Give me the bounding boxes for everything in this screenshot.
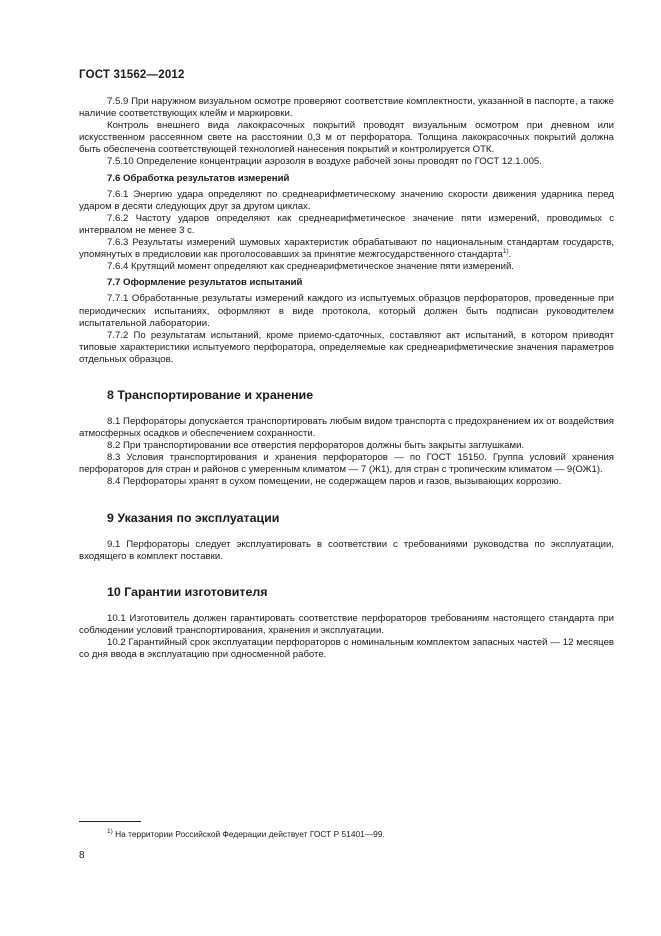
paragraph: 10.1 Изготовитель должен гарантировать соответствие перфораторов требованиям настоящего стандарта при соблюдении условий транспортирования, хранения и эксплуатации.	[79, 612, 614, 636]
section-heading: 10 Гарантии изготовителя	[107, 584, 268, 599]
paragraph: 7.6.4 Крутящий момент определяют как среднеарифметическое значение пяти измерений.	[107, 261, 514, 273]
paragraph: 7.6.1 Энергию удара определяют по среднеарифметическому значению скорости движения ударника перед ударом в десяти следующих друг за другом циклах.	[79, 188, 614, 212]
footnote-mark: 1)	[107, 828, 113, 836]
paragraph: 8.2 При транспортировании все отверстия перфораторов должны быть закрыты заглушками.	[107, 440, 525, 452]
paragraph: 10.2 Гарантийный срок эксплуатации перфораторов с номинальным комплектом запасных частей — 12 месяцев со дня ввода в эксплуатацию при односменной работе.	[79, 636, 614, 660]
paragraph: 7.5.9 При наружном визуальном осмотре проверяют соответствие комплектности, указанной в паспорте, а также наличие соответствующих клейм и маркировки.	[79, 96, 614, 120]
paragraph: 9.1 Перфораторы следует эксплуатировать в соответствии с требованиями руководства по эксплуатации, входящего в комплект поставки.	[79, 538, 614, 562]
section-heading: 8 Транспортирование и хранение	[107, 387, 314, 402]
paragraph-tail: .	[508, 249, 512, 261]
paragraph: 7.7.2 По результатам испытаний, кроме приемо-сдаточных, составляют акт испытаний, в котором приводят типовые характеристики испытуемого перфоратора, определяемые как среднеарифметические значения параметров отдельных образцов.	[79, 329, 614, 365]
paragraph: 8.4 Перфораторы хранят в сухом помещении, не содержащем паров и газов, вызывающих коррозию.	[107, 476, 562, 488]
paragraph: Контроль внешнего вида лакокрасочных покрытий проводят визуальным осмотром при дневном или искусственном рассеянном свете на расстоянии 0,3 м от перфоратора. Толщина лакокрасочных покрытий должна быть обеспечена соответствующей технологией нанесения покрытий и контролируется ОТК.	[79, 120, 614, 156]
paragraph: 8.1 Перфораторы допускается транспортировать любым видом транспорта с предохранением их от воздействия атмосферных осадков и обеспечением сохранности.	[79, 415, 614, 440]
footnote-reference: 1)	[502, 247, 509, 255]
paragraph	[79, 237, 614, 261]
paragraph-text: 7.6.3 Результаты измерений шумовых характеристик обрабатывают по национальным стандартам государств, упомянутых в предисловии как проголосовавших за принятие межгосударственного стандарта	[79, 237, 614, 261]
footnote-divider	[79, 821, 141, 822]
page-number: 8	[79, 850, 85, 861]
footnote	[107, 829, 385, 840]
paragraph: 8.3 Условия транспортирования и хранения перфораторов — по ГОСТ 15150. Группа условий хранения перфораторов для стран и районов с умеренным климатом — 7 (Ж1), для стран с тропическим климатом — 9(ОЖ1).	[79, 452, 614, 476]
document-header: ГОСТ 31562—2012	[79, 69, 185, 81]
paragraph: 7.7.1 Обработанные результаты измерений каждого из испытуемых образцов перфораторов, проведенные при периодических испытаниях, оформляют в виде протокола, который должен быть подписан руководителем испытательной лаборатории.	[79, 293, 614, 329]
subsection-heading: 7.7 Оформление результатов испытаний	[107, 277, 303, 289]
footnote-text: На территории Российской Федерации действует ГОСТ Р 51401—99.	[115, 829, 385, 839]
paragraph: 7.6.2 Частоту ударов определяют как среднеарифметическое значение пяти измерений, проводимых с интервалом не менее 3 с.	[79, 212, 614, 236]
section-heading: 9 Указания по эксплуатации	[107, 510, 280, 525]
subsection-heading: 7.6 Обработка результатов измерений	[107, 172, 290, 184]
document-body	[79, 96, 614, 661]
paragraph: 7.5.10 Определение концентрации аэрозоля в воздухе рабочей зоны проводят по ГОСТ 12.1.005.	[107, 156, 542, 168]
